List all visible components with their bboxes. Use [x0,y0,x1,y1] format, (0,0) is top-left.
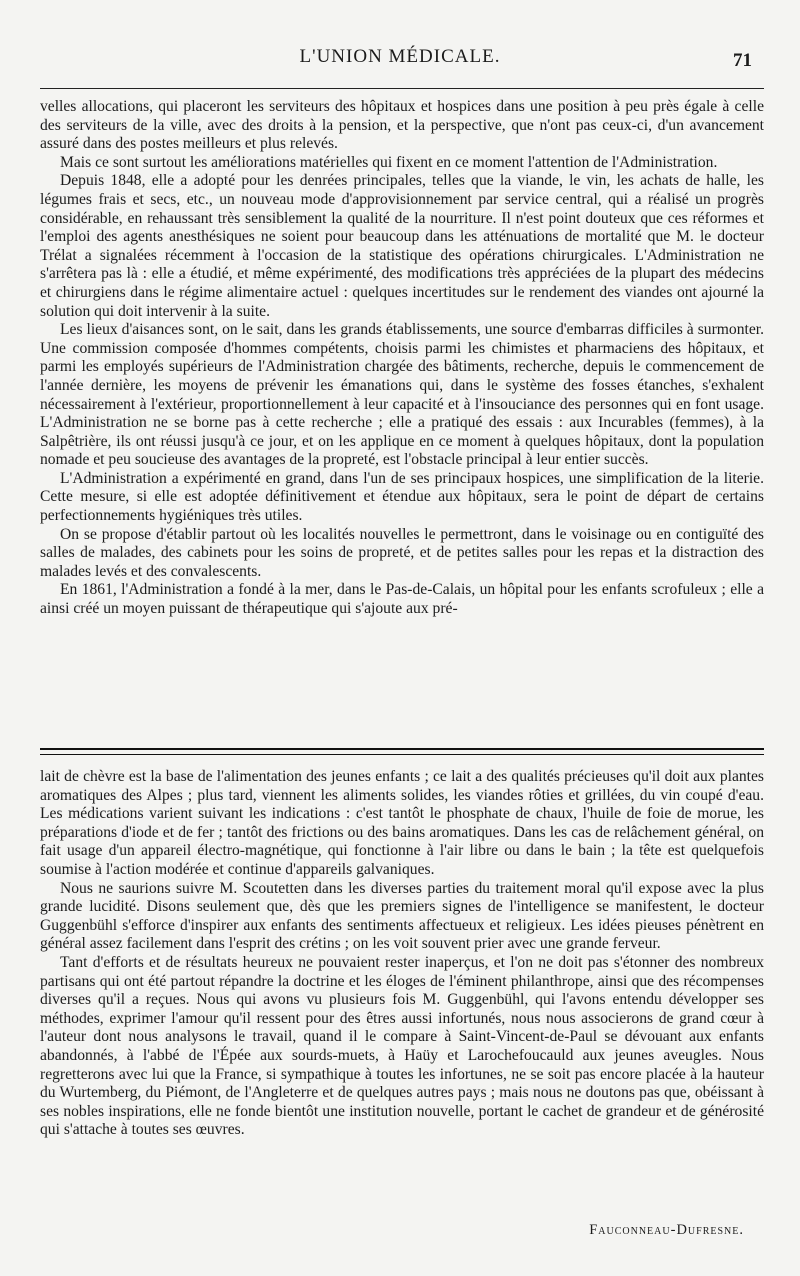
header-rule [40,88,764,89]
paragraph: On se propose d'établir partout où les localités nouvelles le permettront, dans le voisinage ou en contiguïté des salles de malades, des cabinets pour les soins de propreté, et de petites salles pour les repas et la distraction des malades levés et des convalescents. [40,525,764,580]
paragraph: Tant d'efforts et de résultats heureux ne pouvaient rester inaperçus, et l'on ne doit pas s'étonner des nombreux partisans qui ont été partout répandre la doctrine et les éloges de l'éminent philanthrope, ainsi que des récompenses diverses qu'il a reçues. Nous qui avons vu plusieurs fois M. Guggenbühl, qui l'avons entendu développer ses méthodes, exprimer l'amour qu'il ressent pour des êtres aussi infortunés, nous nous associerons de grand cœur à l'auteur dont nous analysons le travail, quand il le compare à Saint-Vincent-de-Paul se dévouant aux enfants abandonnés, à l'abbé de l'Épée aux sourds-muets, à Haüy et Larochefoucauld aux jeunes aveugles. Nous regretterons avec lui que la France, si sympathique à toutes les infortunes, ne se soit pas encore placée à la hauteur du Wurtemberg, du Piémont, de l'Angleterre et de quelques autres pays ; mais nous ne doutons pas que, obéissant à ses nobles inspirations, elle ne fonde bientôt une institution nouvelle, portant le cachet de grandeur et de générosité qui s'attache à toutes ses œuvres. [40,953,764,1139]
running-header-title: L'UNION MÉDICALE. [299,46,501,67]
paragraph: velles allocations, qui placeront les serviteurs des hôpitaux et hospices dans une position à peu près égale à celle des serviteurs de la ville, avec des droits à la pension, et la perspective, que n'ont pas ceux-ci, d'un avancement assuré dans des postes meilleurs et plus relevés. [40,98,764,153]
article-bottom-section [40,768,764,1140]
paragraph: En 1861, l'Administration a fondé à la mer, dans le Pas-de-Calais, un hôpital pour les enfants scrofuleux ; elle a ainsi créé un moyen puissant de thérapeutique qui s'ajoute aux pré- [40,581,764,618]
paragraph: lait de chèvre est la base de l'alimentation des jeunes enfants ; ce lait a des qualités précieuses qu'il doit aux plantes aromatiques des Alpes ; plus tard, viennent les aliments solides, les viandes rôties et grillées, du vin coupé d'eau. Les médications varient suivant les indications : c'est tantôt le phosphate de chaux, l'huile de foie de morue, les préparations d'iode et de fer ; tantôt des frictions ou des bains aromatiques. Dans les cas de relâchement général, on fait usage d'un appareil électro-magnétique, qui fonctionne à l'air libre ou dans le bain ; la tête est quelquefois soumise à l'action modérée et continue d'appareils galvaniques. [40,768,764,878]
page-number: 71 [733,50,752,71]
section-divider [40,748,764,755]
paragraph: Mais ce sont surtout les améliorations matérielles qui fixent en ce moment l'attention de l'Administration. [60,153,718,171]
paragraph: L'Administration a expérimenté en grand, dans l'un de ses principaux hospices, une simplification de la literie. Cette mesure, si elle est adoptée définitivement et étendue aux hôpitaux, sera le point de départ de certains perfectionnements hygiéniques très utiles. [40,469,764,525]
author-signature: Fauconneau-Dufresne. [589,1222,744,1238]
paragraph: Depuis 1848, elle a adopté pour les denrées principales, telles que la viande, le vin, les achats de halle, les légumes frais et secs, etc., un nouveau mode d'approvisionnement par service central, qui a réalisé un progrès considérable, en rehaussant très sensiblement la qualité de la nourriture. Il n'est point douteux que ces réformes et l'emploi des agents anesthésiques ne soient pour beaucoup dans les atténuations de mortalité que M. le docteur Trélat a signalées récemment à l'occasion de la statistique des opérations chirurgicales. L'Administration ne s'arrêtera pas là : elle a étudié, et même expérimenté, des modifications très appréciées de la plupart des médecins et chirurgiens dans le régime alimentaire actuel : quelques incertitudes sur le rendement des viandes ont ajourné la solution qui doit intervenir à la suite. [40,172,764,320]
paragraph: Les lieux d'aisances sont, on le sait, dans les grands établissements, une source d'embarras difficiles à surmonter. Une commission composée d'hommes compétents, choisis parmi les chimistes et pharmaciens des hôpitaux, et parmi les employés supérieurs de l'Administration chargée des bâtiments, recherche, depuis le commencement de l'année dernière, les moyens de prévenir les émanations qui, dans le système des fosses étanches, s'exhalent nécessairement à l'extérieur, proportionnellement à leur capacité et à l'insouciance des personnes qui en font usage. L'Administration ne se borne pas à cette recherche ; elle a pratiqué des essais : aux Incurables (femmes), à la Salpêtrière, ils ont réussi jusqu'à ce jour, et on les applique en ce moment à quelques hôpitaux, dont la population nomade et peu soucieuse des avantages de la propreté, est l'obstacle principal à leur entier succès. [40,321,764,469]
article-top-section [40,98,764,619]
paragraph: Nous ne saurions suivre M. Scoutetten dans les diverses parties du traitement moral qu'il expose avec la plus grande lucidité. Disons seulement que, dès que les premiers signes de l'intelligence se manifestent, le docteur Guggenbühl s'efforce d'inspirer aux enfants des sentiments affectueux et religieux. Les idées pieuses pénètrent en général assez facilement dans l'esprit des crétins ; on les voit souvent prier avec une grande ferveur. [40,879,764,953]
